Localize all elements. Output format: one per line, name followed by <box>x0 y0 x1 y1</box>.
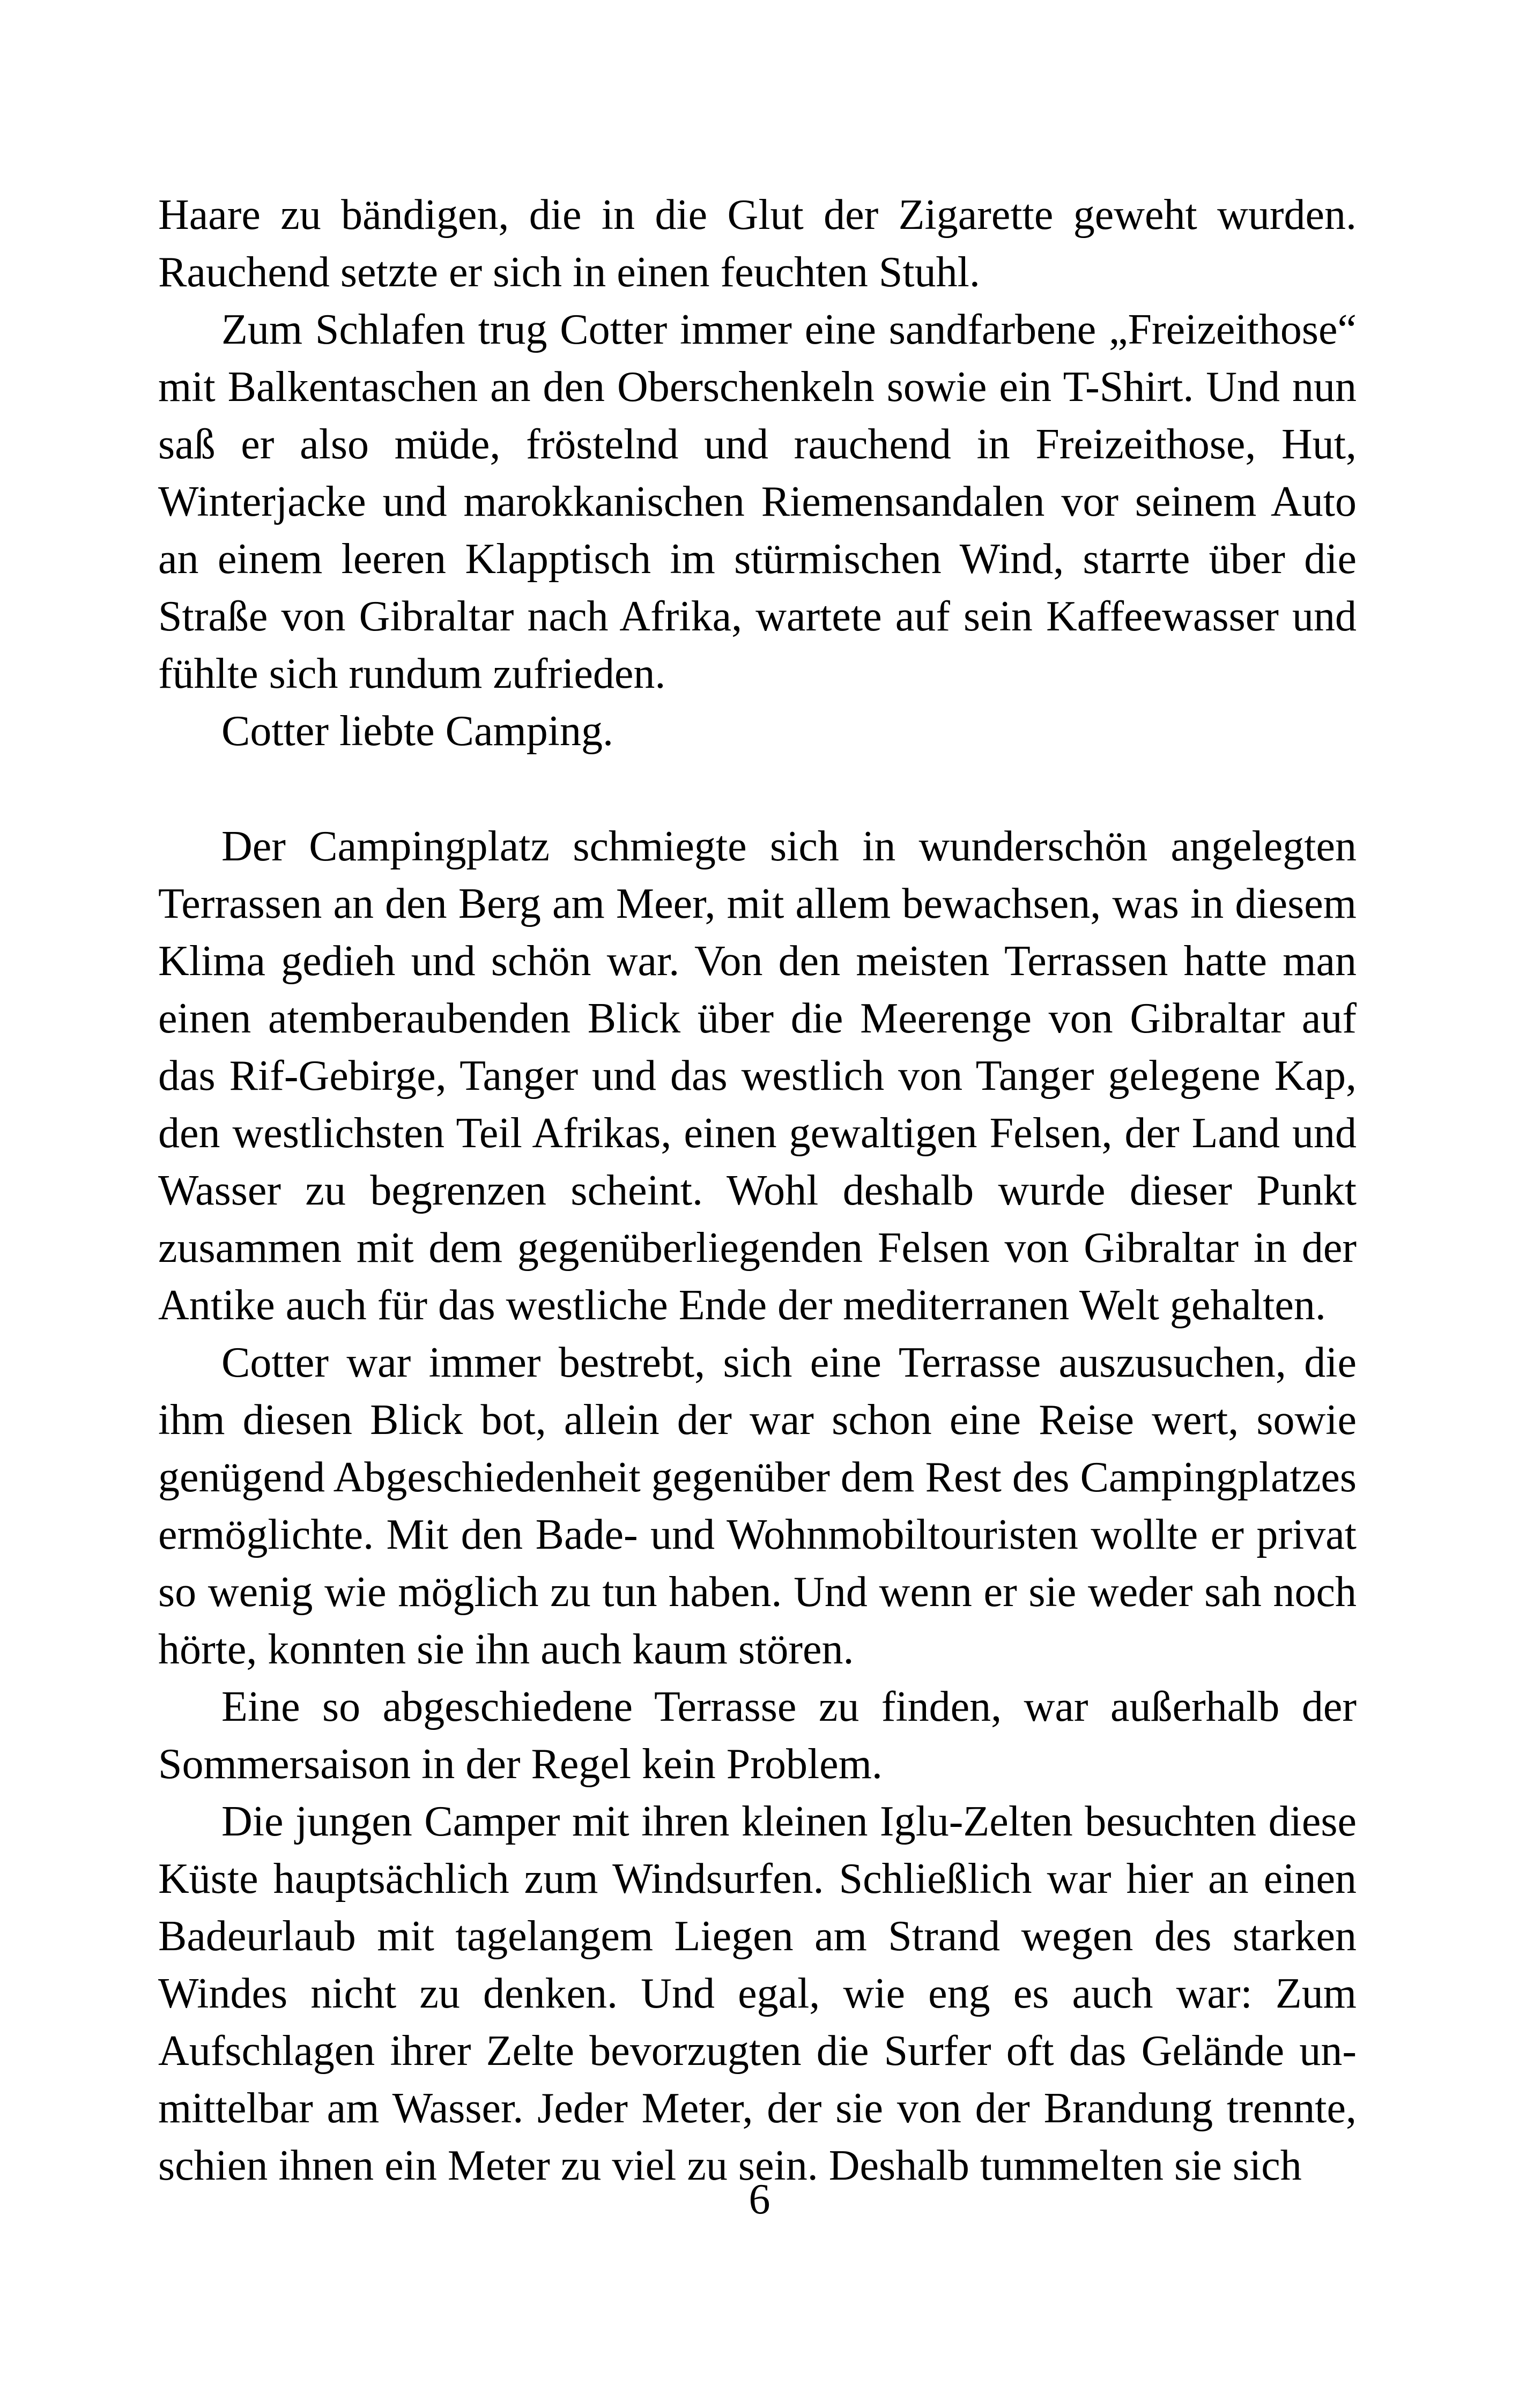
body-text <box>158 187 1357 2195</box>
paragraph: Eine so abgeschiedene Terrasse zu finden, war außerhalb der Sommersaison in der Regel kein Problem. <box>158 1683 1357 1788</box>
page-number: 6 <box>749 2176 770 2223</box>
paragraph: Die jungen Camper mit ihren kleinen Iglu-Zelten besuchten diese Küste hauptsächlich zum Windsurfen. Schließlich war hier an einen Badeurlaub mit tagelangem Liegen am Strand wegen des starken Windes nicht zu denken. Und egal, wie eng es auch war: Zum Aufschlagen ihrer Zelte bevorzugten die Surfer oft das Gelände unmittelbar am Wasser. Jeder Meter, der sie von der Brandung trennte, schien ihnen ein Meter zu viel zu sein. Deshalb tummelten sie sich <box>158 1798 1357 2189</box>
paragraph: Haare zu bändigen, die in die Glut der Zigarette geweht wurden. Rauchend setzte er sich in einen feuchten Stuhl. <box>158 191 1357 296</box>
paragraph: Zum Schlafen trug Cotter immer eine sandfarbene „Freizeithose“ mit Balkentaschen an den Oberschenkeln sowie ein T-Shirt. Und nun saß er also müde, fröstelnd und rauchend in Freizeithose, Hut, Winterjacke und marokkanischen Riemensandalen vor seinem Auto an einem leeren Klapptisch im stürmischen Wind, starrte über die Straße von Gibraltar nach Afrika, wartete auf sein Kaffeewasser und fühlte sich rundum zufrieden. <box>158 306 1357 697</box>
section-break <box>158 760 1357 818</box>
paragraph: Cotter war immer bestrebt, sich eine Terrasse auszusuchen, die ihm diesen Blick bot, allein der war schon eine Reise wert, sowie genügend Abgeschiedenheit gegenüber dem Rest des Campingplatzes ermöglichte. Mit den Bade- und Wohnmobiltouristen wollte er privat so wenig wie möglich zu tun haben. Und wenn er sie weder sah noch hörte, konnten sie ihn auch kaum stören. <box>158 1339 1357 1673</box>
paragraph: Cotter liebte Camping. <box>221 708 613 755</box>
paragraph: Der Campingplatz schmiegte sich in wunderschön angelegten Terrassen an den Berg am Meer, mit allem bewachsen, was in diesem Klima gedieh und schön war. Von den meisten Terrassen hatte man einen atemberaubenden Blick über die Meerenge von Gibraltar auf das Rif-Gebirge, Tanger und das westlich von Tanger gelegene Kap, den westlichsten Teil Afrikas, einen gewaltigen Felsen, der Land und Wasser zu begrenzen scheint. Wohl deshalb wurde dieser Punkt zusammen mit dem gegenüberliegenden Felsen von Gibraltar in der Antike auch für das westliche Ende der mediterranen Welt gehalten. <box>158 823 1357 1329</box>
